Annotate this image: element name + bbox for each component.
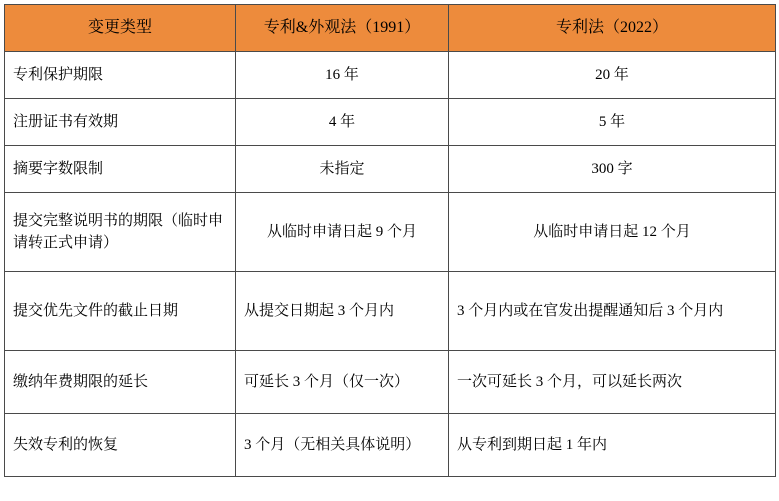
cell-law-2022: 3 个月内或在官发出提醒通知后 3 个月内 <box>449 272 776 351</box>
cell-change-type: 注册证书有效期 <box>5 99 236 146</box>
cell-change-type: 提交优先文件的截止日期 <box>5 272 236 351</box>
table-row <box>5 146 776 193</box>
cell-change-type: 专利保护期限 <box>5 52 236 99</box>
table-row <box>5 52 776 99</box>
cell-change-type: 缴纳年费期限的延长 <box>5 351 236 414</box>
cell-change-type: 摘要字数限制 <box>5 146 236 193</box>
cell-law-2022: 5 年 <box>449 99 776 146</box>
cell-law-2022: 20 年 <box>449 52 776 99</box>
table-header <box>5 5 776 52</box>
cell-law-1991: 3 个月（无相关具体说明） <box>236 414 449 477</box>
cell-change-type: 失效专利的恢复 <box>5 414 236 477</box>
cell-law-1991: 4 年 <box>236 99 449 146</box>
table-body <box>5 52 776 477</box>
cell-law-2022: 300 字 <box>449 146 776 193</box>
cell-law-1991: 从临时申请日起 9 个月 <box>236 193 449 272</box>
cell-law-1991: 16 年 <box>236 52 449 99</box>
table-row <box>5 272 776 351</box>
patent-law-comparison-table <box>4 4 776 477</box>
column-header-law-2022: 专利法（2022） <box>449 5 776 52</box>
table-row <box>5 99 776 146</box>
cell-law-2022: 一次可延长 3 个月，可以延长两次 <box>449 351 776 414</box>
cell-law-2022: 从专利到期日起 1 年内 <box>449 414 776 477</box>
column-header-change-type: 变更类型 <box>5 5 236 52</box>
table-row <box>5 351 776 414</box>
cell-law-1991: 可延长 3 个月（仅一次） <box>236 351 449 414</box>
cell-law-2022: 从临时申请日起 12 个月 <box>449 193 776 272</box>
cell-law-1991: 从提交日期起 3 个月内 <box>236 272 449 351</box>
cell-law-1991: 未指定 <box>236 146 449 193</box>
table-header-row <box>5 5 776 52</box>
cell-change-type: 提交完整说明书的期限（临时申请转正式申请） <box>5 193 236 272</box>
table-row <box>5 193 776 272</box>
table-row <box>5 414 776 477</box>
column-header-law-1991: 专利&外观法（1991） <box>236 5 449 52</box>
